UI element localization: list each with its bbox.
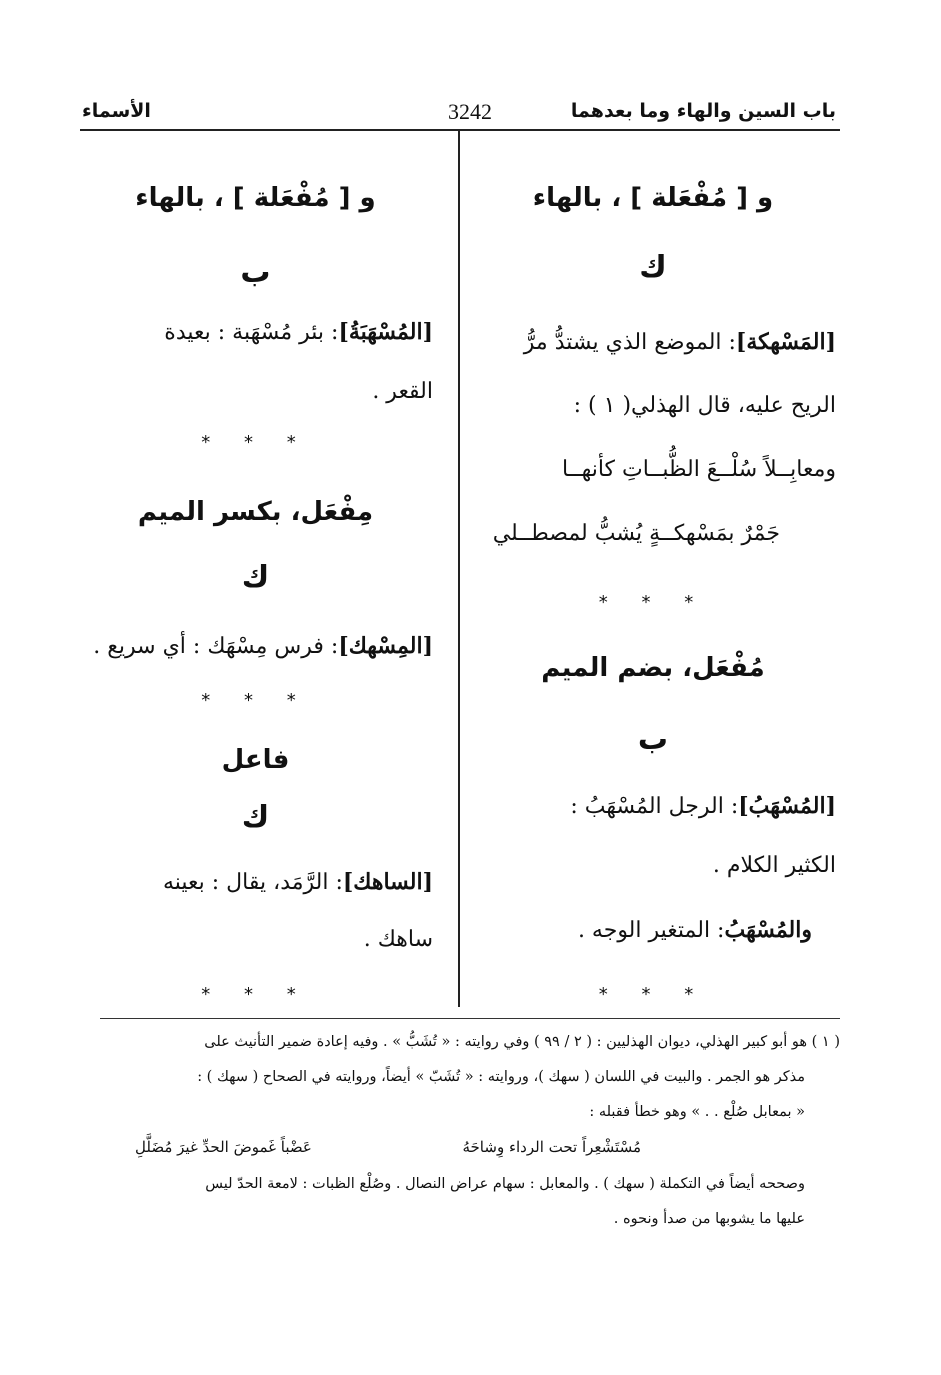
left-entry-mushaba-line2: القعر . [372, 379, 433, 404]
footnote-verse-second-half: عَضْباً غَموضَ الحدِّ غيرَ مُضَلَّلِ [135, 1138, 312, 1156]
entry-definition: : الرجل المُسْهَبُ : [570, 794, 739, 819]
column-divider [458, 131, 460, 1007]
header-rule [80, 129, 840, 131]
right-entry-mashaka [470, 328, 836, 358]
separator-stars: * * * [201, 690, 310, 711]
right-section2-heading: مُفْعَل، بضم الميم [541, 653, 765, 683]
separator-stars: * * * [598, 592, 708, 613]
entry-definition: : فرس مِسْهَك : أي سريع . [93, 634, 339, 659]
right-entry-mushab-line2: الكثير الكلام . [712, 853, 836, 878]
entry-definition: : الموضع الذي يشتدُّ مرُّ [523, 330, 736, 355]
footnote-line: مذكر هو الجمر . والبيت في اللسان ( سهك )، وروايته : « تُشَبّ » أيضاً، وروايته في الصحاح ( سهك ) : [197, 1069, 805, 1085]
right-entry-mushab2 [470, 916, 836, 946]
left-entry-sahik-line2: ساهك . [363, 927, 433, 952]
entry-definition: : الرَّمَد، يقال : بعينه [162, 870, 343, 895]
separator-stars: * * * [201, 432, 310, 453]
right-entry-mashaka-line2: الريح عليه، قال الهذلي( ١ ) : [573, 393, 836, 418]
separator-stars: * * * [598, 984, 708, 1005]
left-section3-heading: فاعل [221, 745, 290, 775]
left-section2-heading: مِفْعَل، بكسر الميم [137, 497, 374, 527]
right-letter-ba: ب [637, 722, 669, 757]
entry-term: [المَسْهكة] [735, 329, 836, 355]
section-title: الأسماء [82, 100, 151, 122]
left-section1-heading: و [ مُفْعَلة ] ، بالهاء [135, 183, 376, 213]
footnote-rule [100, 1018, 840, 1019]
entry-term: [المِسْهك] [338, 633, 433, 659]
right-entry-mushab [470, 792, 836, 822]
footnote-line: عليها ما يشوبها من صدأ ونحوه . [613, 1211, 805, 1227]
left-entry-mushaba [78, 318, 433, 348]
page-number: 3242 [448, 99, 492, 124]
verse-line-2: جَمْرٌ بمَسْهكــةٍ يُشبُّ لمصطــلي [492, 521, 780, 546]
entry-definition: : المتغير الوجه . [577, 918, 725, 943]
verse-line-1: ومعابِــلاً سُلْــعَ الظُّبــاتِ كأنهــا [561, 457, 836, 482]
entry-definition: : بئر مُسْهَبة : بعيدة [164, 320, 339, 345]
footnote-line: وصححه أيضاً في التكملة ( سهك ) . والمعابل : سهام عراض النصال . وصُلْع الظبات : لامعة الحدّ ليس [205, 1176, 805, 1192]
left-letter-kaf: ك [241, 560, 270, 595]
entry-term: والمُسْهَبُ [724, 917, 812, 943]
footnote-line: ( ١ ) هو أبو كبير الهذلي، ديوان الهذليين : ( ٢ / ٩٩ ) وفي روايته : « تُشَبُّ » . وفيه إعادة ضمير التأنيث على [204, 1034, 840, 1050]
footnote-verse-first-half: مُسْتَشْعِراً تحت الرداء وِشاحَهُ [462, 1138, 641, 1156]
entry-term: [المُسْهَبَةُ] [338, 319, 433, 345]
left-letter-ba: ب [240, 255, 271, 290]
chapter-title: باب السين والهاء وما بعدهما [570, 100, 836, 122]
left-entry-mishak [78, 632, 433, 662]
right-letter-kaf: ك [639, 250, 667, 285]
right-section1-heading: و [ مُفْعَلة ] ، بالهاء [532, 183, 774, 213]
footnote-line: « بمعابل صُلْع . . » وهو خطأ فقبله : [589, 1104, 805, 1120]
entry-term: [الساهك] [342, 869, 433, 895]
left-entry-sahik [78, 868, 433, 898]
left-letter-kaf-2: ك [241, 800, 270, 835]
separator-stars: * * * [201, 984, 310, 1005]
entry-term: [المُسْهَبُ] [738, 793, 836, 819]
